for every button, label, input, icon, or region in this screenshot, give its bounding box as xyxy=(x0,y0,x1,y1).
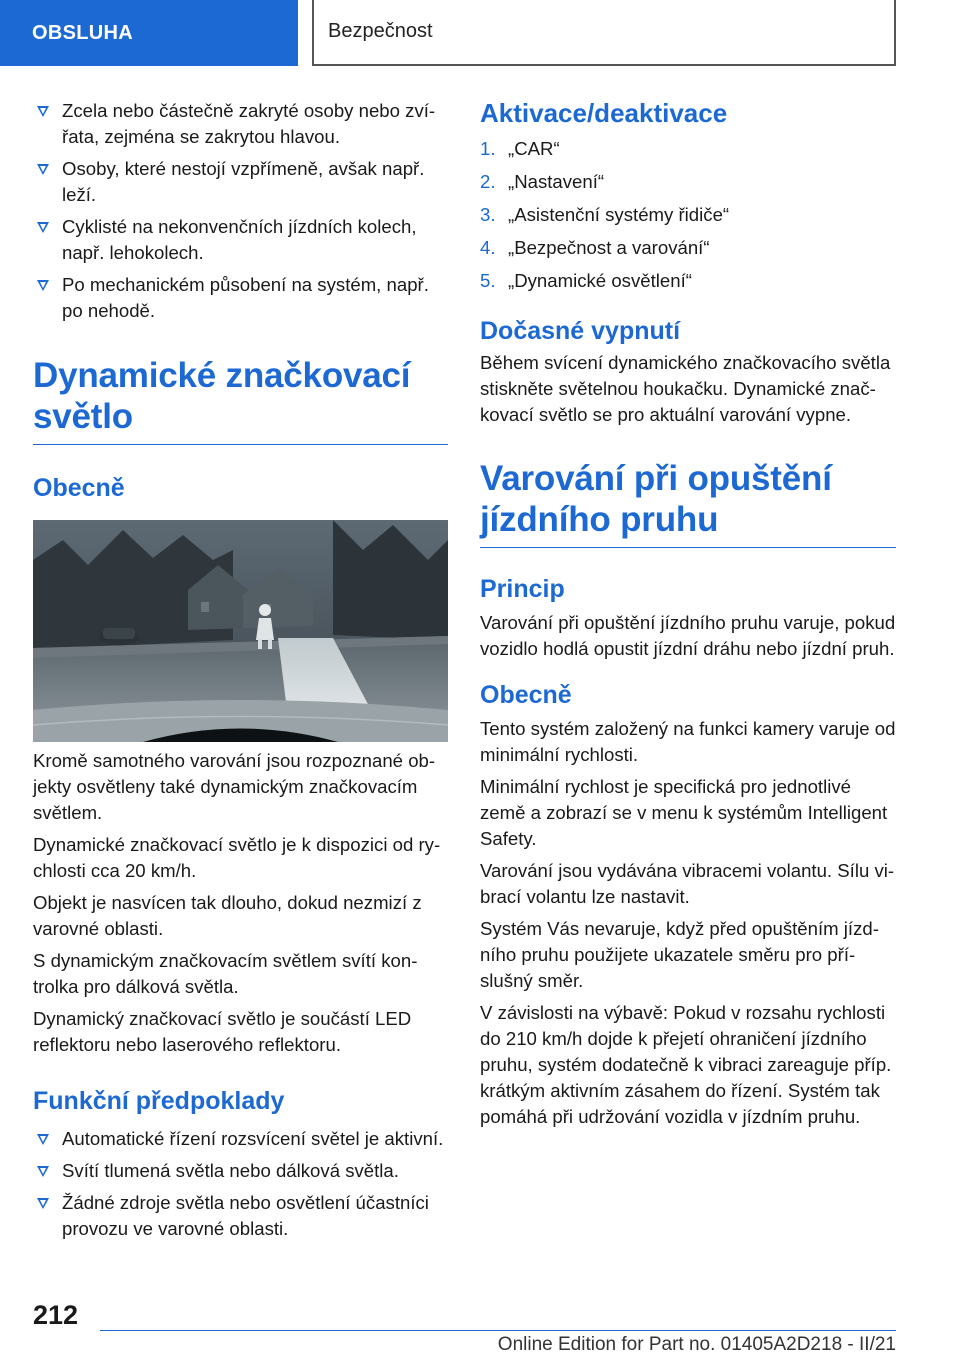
heading-activation: Aktivace/deaktivace xyxy=(480,98,728,128)
list-item: Zcela nebo částečně zakryté osoby nebo zvířata, zejména se zakrytou hlavou. xyxy=(33,98,448,150)
pedestrian-spotlight-image xyxy=(33,520,448,742)
list-item: Žádné zdroje světla nebo osvětlení účastníci provozu ve varovné oblasti. xyxy=(33,1190,448,1242)
edition-note: Online Edition for Part no. 01405A2D218 - II/21 xyxy=(497,1334,896,1355)
footer-divider xyxy=(100,1330,896,1331)
heading-general: Obecně xyxy=(33,474,125,502)
list-item: Po mechanickém působení na systém, např. po nehodě. xyxy=(33,272,448,324)
bullet-triangle-icon xyxy=(37,1166,49,1177)
page-number: 212 xyxy=(33,1300,79,1330)
right-column xyxy=(480,98,896,1136)
list-item: Cyklisté na nekonvenčních jízdních kolech, např. lehokolech. xyxy=(33,214,448,266)
night-road-illustration xyxy=(33,520,448,742)
bullet-triangle-icon xyxy=(37,1198,49,1209)
step-item: 4. „Bezpečnost a varování“ xyxy=(480,237,710,258)
limitations-list xyxy=(33,98,448,324)
step-item: 2. „Nastavení“ xyxy=(480,171,605,192)
step-item: 1. „CAR“ xyxy=(480,138,560,159)
list-item: Osoby, které nestojí vzpřímeně, avšak např. leží. xyxy=(33,156,448,208)
step-item: 5. „Dynamické osvětlení“ xyxy=(480,270,692,291)
list-item: Automatické řízení rozsvícení světel je aktivní. xyxy=(33,1126,448,1152)
bullet-triangle-icon xyxy=(37,280,49,291)
principle-text: Varování při opuštění jízdního pruhu varuje, pokud vozidlo hodlá opustit jízdní dráhu nebo jízdní pruh. xyxy=(480,612,896,659)
lane-general-text: Tento systém založený na funkci kamery varuje od minimální rychlosti. Minimální rychlost je specifická pro jednotlivé země a zobrazí se v menu k systémům Intelligent Safety. Varování jsou vydávána vibracemi volantu. Sílu vibrací volantu lze nastavit. Systém Vás nevaruje, když před opuštěním jízdního pruhu použijete ukazatele směru pro příslušný směr. V závislosti na výbavě: Pokud v rozsahu rychlosti do 210 km/h dojde k přejetí ohraničení jízdního pruhu, systém dodatečně k vibraci zareaguje příp. krátkým aktivním zásahem do řízení. Systém tak pomáhá při udržování vozidla v jízdním pruhu. xyxy=(480,718,896,1127)
list-item: Svítí tlumená světla nebo dálková světla. xyxy=(33,1158,448,1184)
temporary-off-text: Během svícení dynamického značkovacího světla stiskněte světelnou houkačku. Dynamické značkovací světlo se pro aktuální varování vypne. xyxy=(480,352,891,425)
heading-dynamic-marking-light: Dynamické značkovací světlo xyxy=(33,355,448,445)
bullet-triangle-icon xyxy=(37,164,49,175)
step-item: 3. „Asistenční systémy řidiče“ xyxy=(480,204,730,225)
activation-steps xyxy=(480,136,896,294)
heading-principle: Princip xyxy=(480,575,565,603)
left-column xyxy=(33,98,448,1248)
page-header xyxy=(0,0,960,66)
chapter-tab: OBSLUHA xyxy=(0,0,298,66)
bullet-triangle-icon xyxy=(37,222,49,233)
heading-lane-departure-warning: Varování při opuštění jízdního pruhu xyxy=(480,458,896,548)
bullet-triangle-icon xyxy=(37,1134,49,1145)
heading-general-lane: Obecně xyxy=(480,681,572,709)
heading-temporary-off: Dočasné vypnutí xyxy=(480,317,681,345)
prerequisites-list xyxy=(33,1126,448,1242)
bullet-triangle-icon xyxy=(37,106,49,117)
section-title: Bezpečnost xyxy=(312,0,896,66)
general-text: Kromě samotného varování jsou rozpoznané objekty osvětleny také dynamickým značkovacím světlem. Dynamické značkovací světlo je k dispozici od rychlosti cca 20 km/h. Objekt je nasvícen tak dlouho, dokud nezmizí z varovné oblasti. S dynamickým značkovacím světlem svítí kontrolka pro dálková světla. Dynamický značkovací světlo je součástí LED reflektoru nebo laserového reflektoru. xyxy=(33,750,441,1055)
heading-prerequisites: Funkční předpoklady xyxy=(33,1087,285,1115)
